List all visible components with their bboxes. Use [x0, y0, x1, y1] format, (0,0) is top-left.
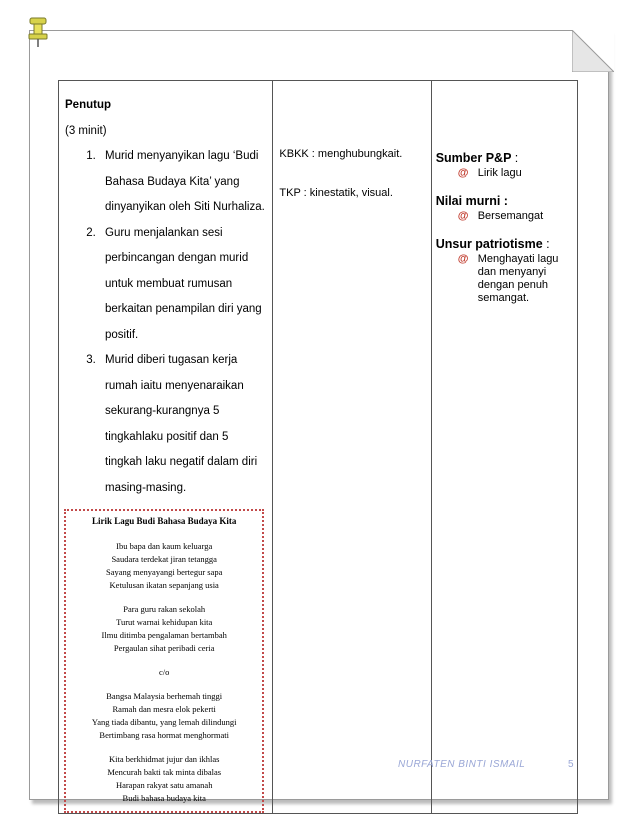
nilai-heading: Nilai murni : [435, 194, 508, 208]
lyrics-stanza [68, 540, 260, 592]
lyric-line: Saudara terdekat jiran tetangga [111, 554, 217, 564]
page-footer [398, 759, 588, 770]
sumber-label: Sumber P&P [435, 151, 512, 165]
lyric-line: Bertimbang rasa hormat menghormati [99, 730, 229, 740]
step-item: 3. Murid diberi tugasan kerja rumah iaitu menyenaraikan sekurang-kurangnya 5 tingkahlaku positif dan 5 tingkah laku negatif dalam diri masing-masing. [99, 348, 266, 501]
author-name: NURFATEN BINTI ISMAIL [398, 759, 526, 770]
lesson-plan-table [58, 80, 578, 814]
colon: : [514, 151, 519, 165]
sumber-heading [436, 151, 573, 165]
lyric-line: Para guru rakan sekolah [123, 604, 206, 614]
lyric-line: Ketulusan ikatan sepanjang usia [109, 580, 219, 590]
resources-cell [431, 81, 577, 814]
lyric-line: Turut warnai kehidupan kita [116, 617, 213, 627]
lyric-line: Ilmu ditimba pengalaman bertambah [101, 630, 227, 640]
lyric-line: Ibu bapa dan kaum keluarga [116, 541, 213, 551]
lyrics-title: Lirik Lagu Budi Bahasa Budaya Kita [92, 516, 237, 526]
sumber-list [436, 167, 573, 180]
lyric-line: Ramah dan mesra elok pekerti [112, 704, 216, 714]
unsur-label: Unsur patriotisme [435, 237, 543, 251]
lyrics-chorus: c/o [159, 667, 170, 677]
pushpin-icon [26, 16, 50, 48]
step-item: 2. Guru menjalankan sesi perbincangan dengan murid untuk membuat rumusan berkaitan penampilan diri yang positif. [99, 221, 266, 349]
lyric-line: Pergaulan sihat peribadi ceria [113, 643, 215, 653]
at-bullet-icon: @ [457, 253, 469, 265]
lyric-line: Kita berkhidmat jujur dan ikhlas [108, 754, 220, 764]
lyric-line: Bangsa Malaysia berhemah tinggi [106, 691, 223, 701]
notes-cell [273, 81, 431, 814]
kbkk-text: KBKK : menghubungkait. [279, 148, 403, 160]
at-bullet-icon: @ [457, 167, 469, 179]
lyric-line: Yang tiada dibantu, yang lemah dilindungi [91, 717, 237, 727]
page-number: 5 [568, 759, 575, 770]
unsur-list [436, 253, 573, 305]
lyrics-stanza [68, 690, 260, 742]
steps-list [65, 144, 266, 501]
activity-cell [59, 81, 273, 814]
at-bullet-icon: @ [457, 210, 469, 222]
lyrics-stanza [68, 603, 260, 655]
lyric-line: Budi bahasa budaya kita [122, 793, 206, 803]
lyrics-box [64, 509, 264, 813]
step-item: 1. Murid menyanyikan lagu ‘Budi Bahasa Budaya Kita’ yang dinyanyikan oleh Siti Nurhaliza. [99, 144, 266, 221]
duration: (3 minit) [65, 124, 107, 137]
nilai-item: @ Bersemangat [457, 210, 544, 222]
lyric-line: Harapan rakyat satu amanah [115, 780, 213, 790]
lyric-line: Sayang menyayangi bertegur sapa [106, 567, 223, 577]
lyric-line: Mencurah bakti tak minta dibalas [107, 767, 222, 777]
page-fold-corner [572, 30, 614, 72]
nilai-list [436, 210, 573, 223]
section-title: Penutup [65, 99, 111, 111]
tkp-text: TKP : kinestatik, visual. [279, 187, 393, 199]
unsur-item: @ Menghayati lagu dan menyanyi dengan penuh semangat. [457, 253, 559, 304]
lyrics-stanza [68, 753, 260, 805]
sumber-item: @ Lirik lagu [457, 167, 522, 179]
unsur-heading [436, 237, 573, 251]
colon: : [546, 237, 550, 251]
